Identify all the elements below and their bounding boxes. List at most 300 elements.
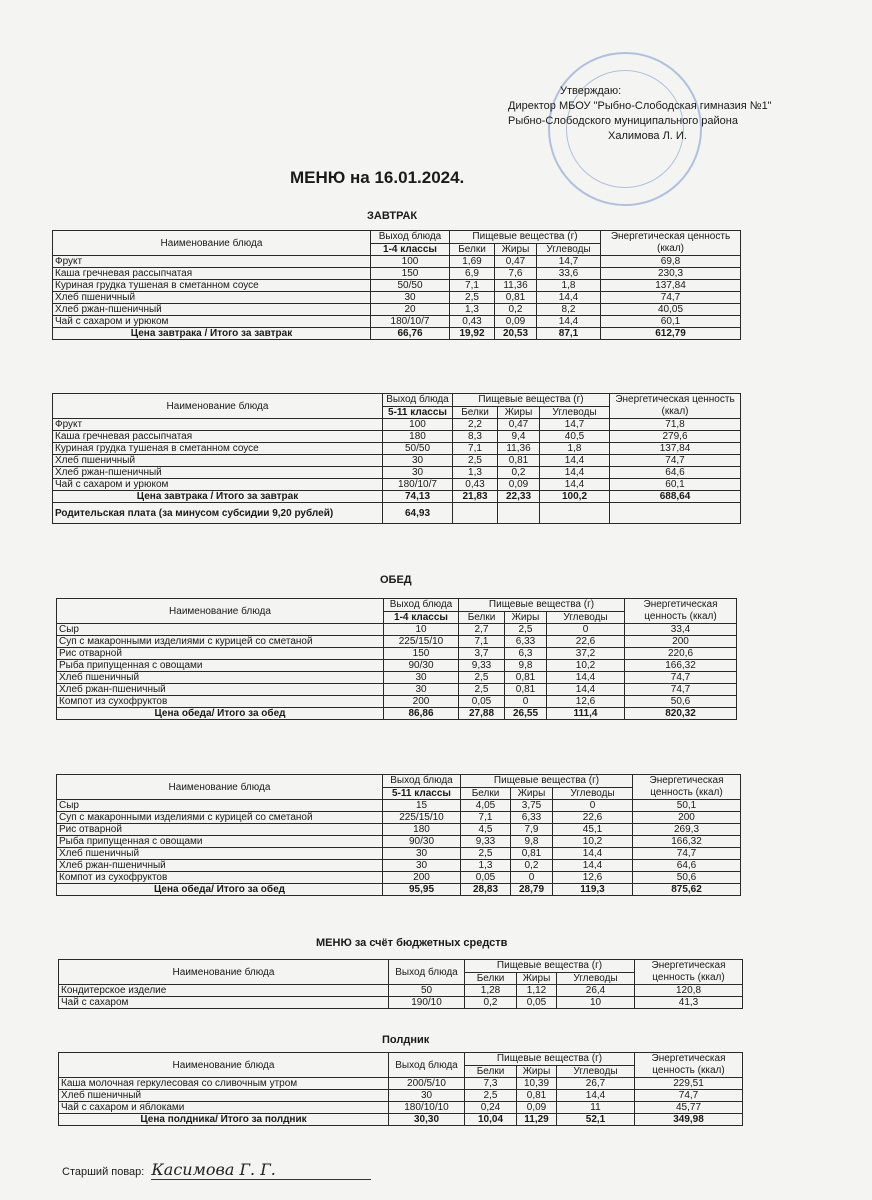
table-row [57, 824, 741, 836]
header-fats: Жиры [517, 1065, 557, 1078]
dish-value: 0,47 [495, 256, 537, 268]
table-row [59, 1090, 743, 1102]
header-energy: Энергетическая ценность (ккал) [610, 394, 741, 419]
approval-line-3: Рыбно-Слободского муниципального района [508, 115, 738, 127]
dish-value: 4,05 [461, 800, 511, 812]
dish-name: Сыр [57, 800, 383, 812]
dish-value: 137,84 [610, 443, 741, 455]
dish-value: 0,81 [505, 672, 547, 684]
dish-value: 0,24 [465, 1102, 517, 1114]
approval-line-2: Директор МБОУ "Рыбно-Слободская гимназия №1" [508, 100, 772, 112]
dish-value: 2,5 [465, 1090, 517, 1102]
dish-value: 26,4 [557, 985, 635, 997]
dish-name: Суп с макаронными изделиями с курицей со сметаной [57, 636, 384, 648]
dish-value: 0,09 [495, 316, 537, 328]
total-value: 28,79 [511, 884, 553, 896]
dish-value: 22,6 [547, 636, 625, 648]
total-label: Цена завтрака / Итого за завтрак [53, 491, 383, 503]
dish-value: 0,2 [498, 467, 540, 479]
header-proteins: Белки [459, 611, 505, 624]
dish-value: 14,4 [540, 455, 610, 467]
header-yield: Выход блюда [383, 775, 461, 788]
dish-name: Чай с сахаром и яблоками [59, 1102, 389, 1114]
header-yield: Выход блюда [389, 960, 465, 985]
dish-value: 7,1 [453, 443, 498, 455]
dish-name: Каша гречневая рассыпчатая [53, 268, 371, 280]
dish-value: 69,8 [601, 256, 741, 268]
dish-name: Куриная грудка тушеная в сметанном соусе [53, 280, 371, 292]
dish-value: 0 [547, 624, 625, 636]
dish-value: 225/15/10 [383, 812, 461, 824]
dish-name: Компот из сухофруктов [57, 872, 383, 884]
dish-name: Фрукт [53, 419, 383, 431]
dish-value: 6,33 [511, 812, 553, 824]
header-nutrients: Пищевые вещества (г) [459, 599, 625, 612]
dish-name: Хлеб ржан-пшеничный [53, 304, 371, 316]
dish-value: 180/10/10 [389, 1102, 465, 1114]
table-row [53, 280, 741, 292]
table-row [57, 800, 741, 812]
dish-value: 1,8 [540, 443, 610, 455]
dish-value: 200 [633, 812, 741, 824]
header-fats: Жиры [498, 406, 540, 419]
total-row [53, 491, 741, 503]
dish-value: 0,05 [517, 997, 557, 1009]
dish-value: 74,7 [610, 455, 741, 467]
dish-value: 200 [384, 696, 459, 708]
dish-value: 14,7 [540, 419, 610, 431]
dish-value: 0,81 [505, 684, 547, 696]
dish-value: 229,51 [635, 1078, 743, 1090]
table-row [53, 316, 741, 328]
table-row [57, 860, 741, 872]
table-row [57, 848, 741, 860]
dish-value: 1,28 [465, 985, 517, 997]
dish-value: 33,6 [537, 268, 601, 280]
dish-value: 150 [371, 268, 450, 280]
dish-name: Компот из сухофруктов [57, 696, 384, 708]
dish-value: 120,8 [635, 985, 743, 997]
table-row [57, 836, 741, 848]
dish-value: 71,8 [610, 419, 741, 431]
snack-table [58, 1052, 743, 1126]
header-energy: Энергетическая ценность (ккал) [625, 599, 737, 624]
dish-name: Хлеб пшеничный [57, 848, 383, 860]
dish-value: 3,75 [511, 800, 553, 812]
dish-value: 0 [511, 872, 553, 884]
parent-fee-label: Родительская плата (за минусом субсидии 9,20 рублей) [53, 503, 383, 524]
header-proteins: Белки [453, 406, 498, 419]
dish-value: 50 [389, 985, 465, 997]
dish-value: 190/10 [389, 997, 465, 1009]
total-value: 27,88 [459, 708, 505, 720]
dish-value: 14,4 [537, 316, 601, 328]
dish-value: 0,05 [461, 872, 511, 884]
table-row [57, 812, 741, 824]
header-name: Наименование блюда [59, 960, 389, 985]
dish-value: 7,1 [450, 280, 495, 292]
lunch-table-5-11 [56, 774, 741, 896]
dish-value: 74,7 [625, 672, 737, 684]
dish-value: 50,6 [633, 872, 741, 884]
header-name: Наименование блюда [59, 1053, 389, 1078]
dish-value: 2,5 [461, 848, 511, 860]
dish-value: 166,32 [633, 836, 741, 848]
parent-fee-row [53, 503, 741, 524]
dish-value: 4,5 [461, 824, 511, 836]
dish-value: 33,4 [625, 624, 737, 636]
dish-value: 7,3 [465, 1078, 517, 1090]
dish-value: 1,3 [450, 304, 495, 316]
dish-value: 2,7 [459, 624, 505, 636]
dish-value: 2,5 [453, 455, 498, 467]
total-value: 86,86 [384, 708, 459, 720]
header-energy: Энергетическая ценность (ккал) [633, 775, 741, 800]
dish-value: 0,43 [453, 479, 498, 491]
table-row [57, 636, 737, 648]
dish-value: 0,05 [459, 696, 505, 708]
dish-value: 26,7 [557, 1078, 635, 1090]
dish-value: 14,7 [537, 256, 601, 268]
table-row [57, 624, 737, 636]
header-nutrients: Пищевые вещества (г) [461, 775, 633, 788]
header-fats: Жиры [495, 243, 537, 256]
dish-value: 40,05 [601, 304, 741, 316]
dish-value: 50/50 [383, 443, 453, 455]
total-value: 30,30 [389, 1114, 465, 1126]
header-fats: Жиры [517, 972, 557, 985]
dish-value: 60,1 [610, 479, 741, 491]
total-value: 52,1 [557, 1114, 635, 1126]
header-energy: Энергетическая ценность (ккал) [635, 1053, 743, 1078]
header-yield: Выход блюда [383, 394, 453, 407]
total-value: 28,83 [461, 884, 511, 896]
dish-value: 180 [383, 824, 461, 836]
dish-value: 14,4 [547, 672, 625, 684]
dish-value: 0 [505, 696, 547, 708]
header-carbs: Углеводы [557, 972, 635, 985]
dish-name: Чай с сахаром [59, 997, 389, 1009]
table-row [53, 479, 741, 491]
table-row [59, 1078, 743, 1090]
total-label: Цена обеда/ Итого за обед [57, 708, 384, 720]
dish-value: 20 [371, 304, 450, 316]
dish-value: 7,9 [511, 824, 553, 836]
dish-value: 9,8 [511, 836, 553, 848]
total-value: 66,76 [371, 328, 450, 340]
dish-value: 279,6 [610, 431, 741, 443]
dish-value: 180/10/7 [371, 316, 450, 328]
table-row [59, 985, 743, 997]
table-row [59, 997, 743, 1009]
dish-value: 41,3 [635, 997, 743, 1009]
table-row [53, 467, 741, 479]
dish-value: 0,81 [517, 1090, 557, 1102]
dish-value: 11,36 [498, 443, 540, 455]
dish-value: 8,3 [453, 431, 498, 443]
header-proteins: Белки [465, 1065, 517, 1078]
header-group: 1-4 классы [371, 243, 450, 256]
total-value: 111,4 [547, 708, 625, 720]
dish-value: 30 [383, 860, 461, 872]
header-carbs: Углеводы [537, 243, 601, 256]
header-yield: Выход блюда [371, 231, 450, 244]
dish-value: 0,43 [450, 316, 495, 328]
header-nutrients: Пищевые вещества (г) [450, 231, 601, 244]
table-row [57, 660, 737, 672]
budget-heading: МЕНЮ за счёт бюджетных средств [316, 937, 508, 949]
dish-value: 7,1 [461, 812, 511, 824]
total-row [53, 328, 741, 340]
dish-value: 37,2 [547, 648, 625, 660]
parent-fee-value: 64,93 [383, 503, 453, 524]
table-row [57, 684, 737, 696]
header-energy: Энергетическая ценность (ккал) [601, 231, 741, 256]
dish-value: 166,32 [625, 660, 737, 672]
chef-label: Старший повар: [62, 1166, 145, 1178]
header-proteins: Белки [465, 972, 517, 985]
total-label: Цена завтрака / Итого за завтрак [53, 328, 371, 340]
table-row [53, 431, 741, 443]
snack-heading: Полдник [382, 1034, 430, 1046]
dish-value: 10,2 [553, 836, 633, 848]
header-carbs: Углеводы [557, 1065, 635, 1078]
total-value: 19,92 [450, 328, 495, 340]
dish-name: Чай с сахаром и урюком [53, 479, 383, 491]
dish-name: Хлеб пшеничный [57, 672, 384, 684]
header-nutrients: Пищевые вещества (г) [465, 1053, 635, 1066]
dish-value: 100 [371, 256, 450, 268]
dish-value: 12,6 [553, 872, 633, 884]
footer [62, 1160, 371, 1180]
dish-value: 0,2 [511, 860, 553, 872]
dish-value: 15 [383, 800, 461, 812]
dish-value: 269,3 [633, 824, 741, 836]
dish-value: 0,47 [498, 419, 540, 431]
approval-line-4: Халимова Л. И. [608, 130, 687, 142]
chef-signature: Касимова Г. Г. [151, 1160, 371, 1180]
page-title: МЕНЮ на 16.01.2024. [290, 168, 465, 187]
dish-value: 137,84 [601, 280, 741, 292]
header-carbs: Углеводы [547, 611, 625, 624]
header-name: Наименование блюда [57, 775, 383, 800]
dish-value: 22,6 [553, 812, 633, 824]
dish-value: 10 [557, 997, 635, 1009]
dish-value: 14,4 [553, 860, 633, 872]
dish-value: 0,2 [495, 304, 537, 316]
dish-value: 0,2 [465, 997, 517, 1009]
dish-name: Рис отварной [57, 648, 384, 660]
dish-value: 150 [384, 648, 459, 660]
dish-value: 74,7 [625, 684, 737, 696]
breakfast-heading: ЗАВТРАК [367, 210, 418, 222]
approval-line-1: Утверждаю: [560, 85, 622, 97]
breakfast-table-5-11 [52, 393, 741, 524]
dish-value: 0,09 [498, 479, 540, 491]
dish-value: 1,69 [450, 256, 495, 268]
dish-name: Хлеб ржан-пшеничный [57, 860, 383, 872]
dish-name: Суп с макаронными изделиями с курицей со сметаной [57, 812, 383, 824]
dish-value: 2,5 [505, 624, 547, 636]
header-name: Наименование блюда [53, 231, 371, 256]
dish-name: Рыба припущенная с овощами [57, 660, 384, 672]
dish-name: Хлеб пшеничный [53, 455, 383, 467]
dish-value: 0,09 [517, 1102, 557, 1114]
table-row [53, 292, 741, 304]
dish-value: 50/50 [371, 280, 450, 292]
dish-value: 0,81 [498, 455, 540, 467]
total-value: 74,13 [383, 491, 453, 503]
header-name: Наименование блюда [53, 394, 383, 419]
total-row [57, 884, 741, 896]
dish-value: 50,1 [633, 800, 741, 812]
header-name: Наименование блюда [57, 599, 384, 624]
header-energy: Энергетическая ценность (ккал) [635, 960, 743, 985]
table-row [53, 455, 741, 467]
dish-value: 9,33 [461, 836, 511, 848]
dish-value: 7,1 [459, 636, 505, 648]
table-row [53, 443, 741, 455]
dish-name: Рыба припущенная с овощами [57, 836, 383, 848]
total-value: 20,53 [495, 328, 537, 340]
total-value: 21,83 [453, 491, 498, 503]
header-nutrients: Пищевые вещества (г) [465, 960, 635, 973]
dish-value: 14,4 [540, 479, 610, 491]
total-value: 875,62 [633, 884, 741, 896]
dish-value: 12,6 [547, 696, 625, 708]
dish-value: 30 [371, 292, 450, 304]
header-proteins: Белки [450, 243, 495, 256]
header-nutrients: Пищевые вещества (г) [453, 394, 610, 407]
dish-value: 10,39 [517, 1078, 557, 1090]
total-value: 22,33 [498, 491, 540, 503]
header-carbs: Углеводы [553, 787, 633, 800]
dish-value: 9,4 [498, 431, 540, 443]
dish-value: 14,4 [553, 848, 633, 860]
total-value: 87,1 [537, 328, 601, 340]
dish-value: 74,7 [635, 1090, 743, 1102]
header-yield: Выход блюда [384, 599, 459, 612]
dish-value: 74,7 [601, 292, 741, 304]
header-group: 1-4 классы [384, 611, 459, 624]
dish-name: Чай с сахаром и урюком [53, 316, 371, 328]
dish-value: 220,6 [625, 648, 737, 660]
dish-value: 0,81 [511, 848, 553, 860]
total-value: 11,29 [517, 1114, 557, 1126]
table-row [53, 256, 741, 268]
dish-value: 100 [383, 419, 453, 431]
total-value: 10,04 [465, 1114, 517, 1126]
dish-value: 14,4 [557, 1090, 635, 1102]
dish-value: 200 [383, 872, 461, 884]
dish-value: 90/30 [383, 836, 461, 848]
total-label: Цена полдника/ Итого за полдник [59, 1114, 389, 1126]
dish-name: Сыр [57, 624, 384, 636]
dish-value: 11,36 [495, 280, 537, 292]
dish-value: 14,4 [547, 684, 625, 696]
dish-value: 2,5 [459, 672, 505, 684]
dish-value: 30 [389, 1090, 465, 1102]
dish-value: 74,7 [633, 848, 741, 860]
header-yield: Выход блюда [389, 1053, 465, 1078]
total-value: 26,55 [505, 708, 547, 720]
dish-value: 2,5 [459, 684, 505, 696]
dish-value: 14,4 [537, 292, 601, 304]
dish-name: Каша гречневая рассыпчатая [53, 431, 383, 443]
table-row [57, 696, 737, 708]
header-proteins: Белки [461, 787, 511, 800]
total-label: Цена обеда/ Итого за обед [57, 884, 383, 896]
total-value: 612,79 [601, 328, 741, 340]
approval-block [508, 84, 778, 144]
dish-value: 180/10/7 [383, 479, 453, 491]
dish-name: Куриная грудка тушеная в сметанном соусе [53, 443, 383, 455]
total-row [59, 1114, 743, 1126]
header-fats: Жиры [511, 787, 553, 800]
table-row [57, 672, 737, 684]
dish-value: 11 [557, 1102, 635, 1114]
dish-value: 64,6 [633, 860, 741, 872]
dish-value: 90/30 [384, 660, 459, 672]
dish-value: 45,1 [553, 824, 633, 836]
dish-value: 50,6 [625, 696, 737, 708]
dish-value: 180 [383, 431, 453, 443]
lunch-heading: ОБЕД [380, 574, 412, 586]
total-value: 820,32 [625, 708, 737, 720]
dish-value: 60,1 [601, 316, 741, 328]
dish-value: 10,2 [547, 660, 625, 672]
table-row [59, 1102, 743, 1114]
dish-value: 8,2 [537, 304, 601, 316]
header-fats: Жиры [505, 611, 547, 624]
dish-name: Хлеб пшеничный [59, 1090, 389, 1102]
dish-value: 200/5/10 [389, 1078, 465, 1090]
dish-value: 10 [384, 624, 459, 636]
dish-name: Хлеб ржан-пшеничный [53, 467, 383, 479]
dish-value: 30 [383, 467, 453, 479]
table-row [57, 872, 741, 884]
table-row [57, 648, 737, 660]
table-row [53, 268, 741, 280]
dish-value: 200 [625, 636, 737, 648]
total-value: 688,64 [610, 491, 741, 503]
dish-value: 64,6 [610, 467, 741, 479]
dish-name: Хлеб ржан-пшеничный [57, 684, 384, 696]
dish-value: 40,5 [540, 431, 610, 443]
breakfast-table-1-4 [52, 230, 741, 340]
dish-value: 1,3 [461, 860, 511, 872]
header-carbs: Углеводы [540, 406, 610, 419]
dish-value: 45,77 [635, 1102, 743, 1114]
dish-value: 2,2 [453, 419, 498, 431]
dish-value: 30 [383, 848, 461, 860]
lunch-table-1-4 [56, 598, 737, 720]
dish-value: 9,33 [459, 660, 505, 672]
dish-value: 30 [384, 672, 459, 684]
dish-value: 30 [384, 684, 459, 696]
dish-value: 1,8 [537, 280, 601, 292]
dish-value: 7,6 [495, 268, 537, 280]
header-group: 5-11 классы [383, 787, 461, 800]
dish-name: Рис отварной [57, 824, 383, 836]
dish-value: 0 [553, 800, 633, 812]
dish-value: 1,3 [453, 467, 498, 479]
total-row [57, 708, 737, 720]
dish-value: 14,4 [540, 467, 610, 479]
dish-value: 30 [383, 455, 453, 467]
budget-table [58, 959, 743, 1009]
dish-value: 9,8 [505, 660, 547, 672]
